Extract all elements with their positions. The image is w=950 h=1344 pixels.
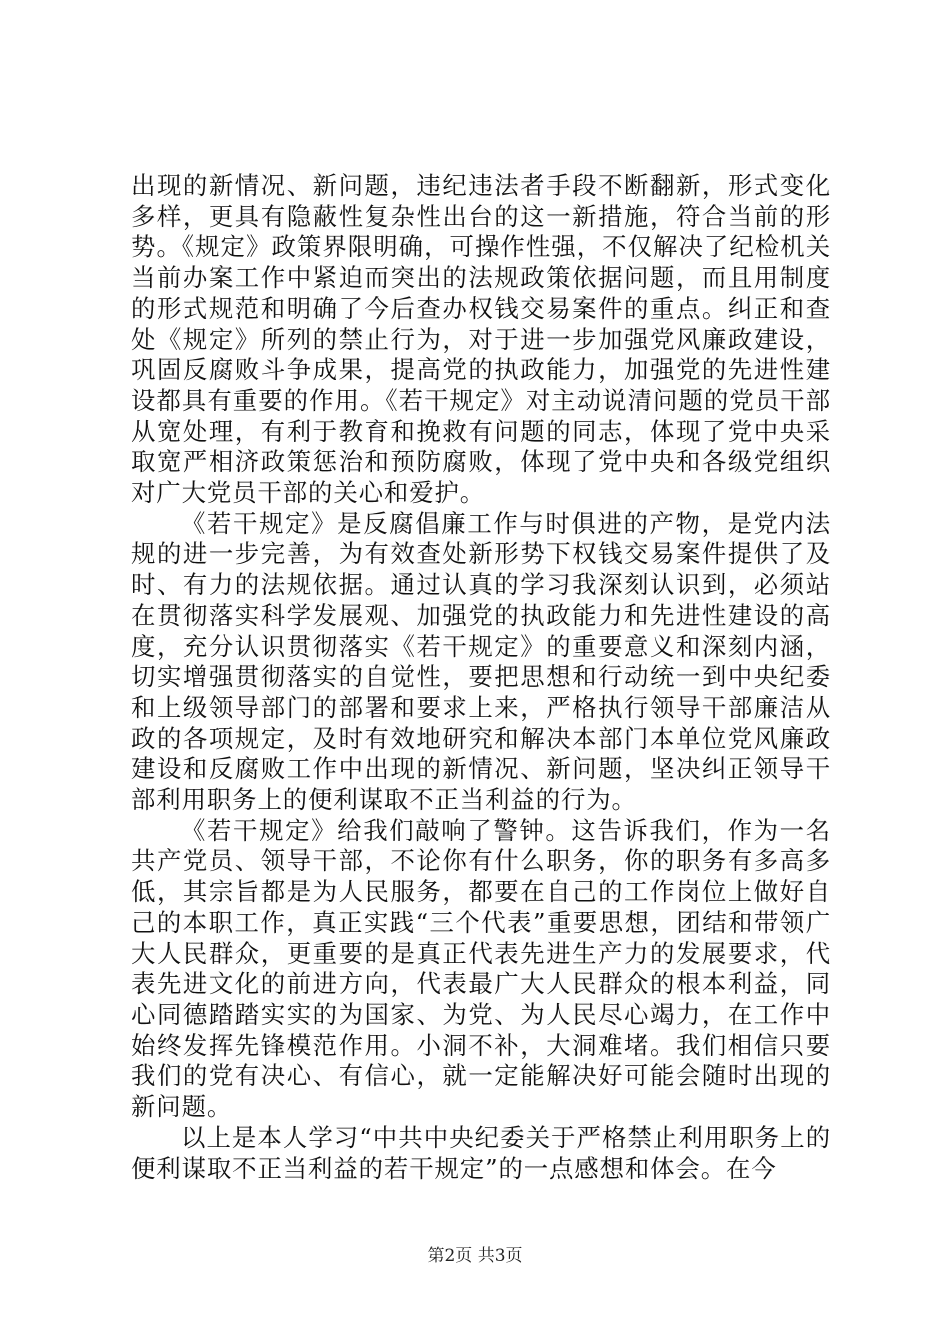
paragraph-4: 以上是本人学习“中共中央纪委关于严格禁止利用职务上的便利谋取不正当利益的若干规定”的一点感想和体会。在今 [131,1122,831,1183]
page-footer: 第2页 共3页 [427,1246,523,1266]
paragraph-2: 《若干规定》是反腐倡廉工作与时俱进的产物，是党内法规的进一步完善，为有效查处新形势下权钱交易案件提供了及时、有力的法规依据。通过认真的学习我深刻认识到，必须站在贯彻落实科学发展观、加强党的执政能力和先进性建设的高度，充分认识贯彻落实《若干规定》的重要意义和深刻内涵，切实增强贯彻落实的自觉性，要把思想和行动统一到中央纪委和上级领导部门的部署和要求上来，严格执行领导干部廉洁从政的各项规定，及时有效地研究和解决本部门本单位党风廉政建设和反腐败工作中出现的新情况、新问题，坚决纠正领导干部利用职务上的便利谋取不正当利益的行为。 [131,508,831,815]
paragraph-3: 《若干规定》给我们敲响了警钟。这告诉我们，作为一名共产党员、领导干部，不论你有什么职务，你的职务有多高多低，其宗旨都是为人民服务，都要在自己的工作岗位上做好自己的本职工作，真正实践“三个代表”重要思想，团结和带领广大人民群众，更重要的是真正代表先进生产力的发展要求，代表先进文化的前进方向，代表最广大人民群众的根本利益，同心同德踏踏实实的为国家、为党、为人民尽心竭力，在工作中始终发挥先锋模范作用。小洞不补，大洞难堵。我们相信只要我们的党有决心、有信心，就一定能解决好可能会随时出现的新问题。 [131,815,831,1122]
document-body [131,171,831,1184]
paragraph-1: 出现的新情况、新问题，违纪违法者手段不断翻新，形式变化多样，更具有隐蔽性复杂性出台的这一新措施，符合当前的形势。《规定》政策界限明确，可操作性强，不仅解决了纪检机关当前办案工作中紧迫而突出的法规政策依据问题，而且用制度的形式规范和明确了今后查办权钱交易案件的重点。纠正和查处《规定》所列的禁止行为，对于进一步加强党风廉政建设，巩固反腐败斗争成果，提高党的执政能力，加强党的先进性建设都具有重要的作用。《若干规定》对主动说清问题的党员干部从宽处理，有利于教育和挽救有问题的同志，体现了党中央采取宽严相济政策惩治和预防腐败，体现了党中央和各级党组织对广大党员干部的关心和爱护。 [131,171,831,508]
